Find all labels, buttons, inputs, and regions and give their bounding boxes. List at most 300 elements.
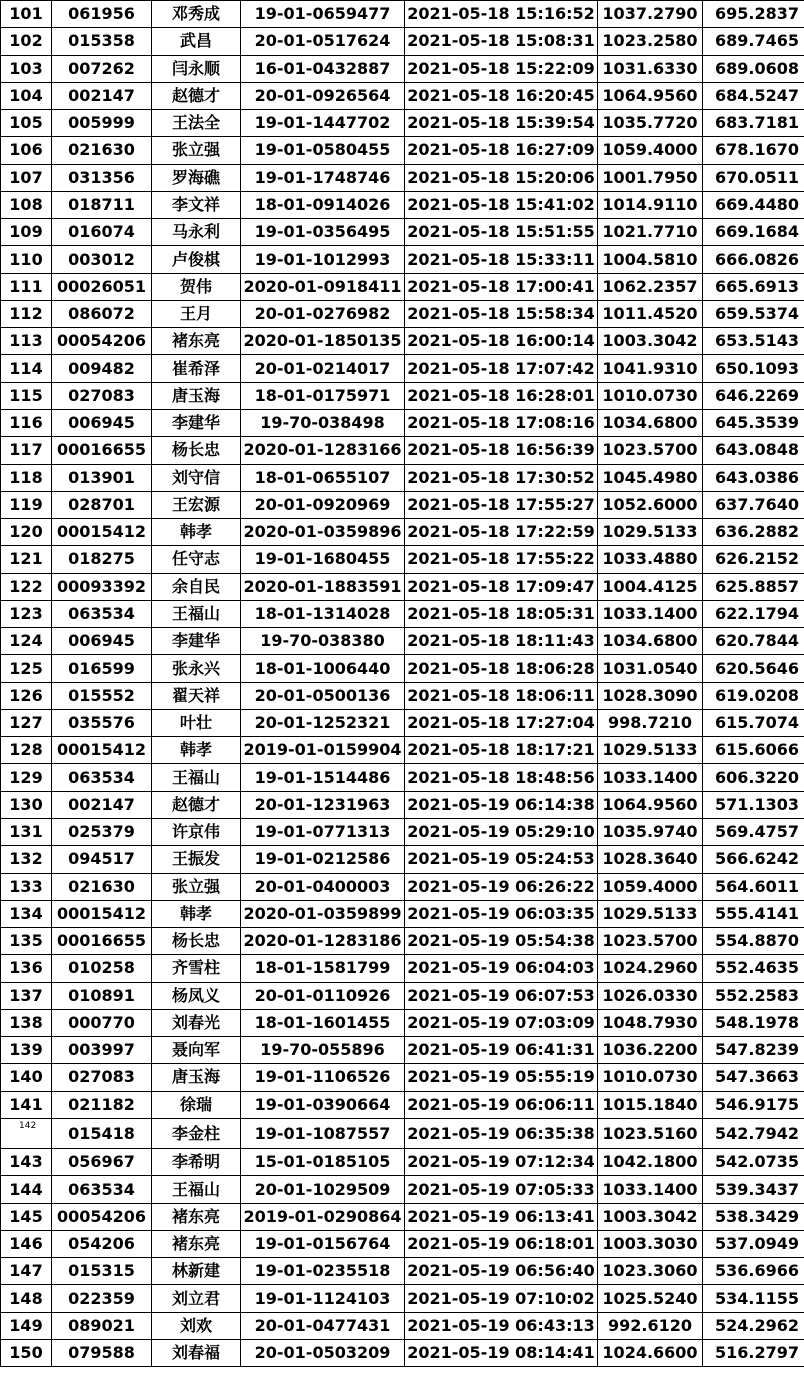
member-id-cell: 021630 xyxy=(52,137,152,164)
speed-cell: 554.8870 xyxy=(703,928,804,955)
rank-cell: 112 xyxy=(1,300,52,327)
member-id-cell: 007262 xyxy=(52,55,152,82)
arrival-time-cell: 2021-05-18 15:33:11 xyxy=(405,246,598,273)
rank-cell: 134 xyxy=(1,900,52,927)
member-id-cell: 010258 xyxy=(52,955,152,982)
rank-cell: 150 xyxy=(1,1340,52,1367)
speed-cell: 643.0386 xyxy=(703,464,804,491)
table-row xyxy=(1,546,804,573)
owner-name-cell: 李建华 xyxy=(152,628,241,655)
ring-number-cell: 2020-01-1883591 xyxy=(241,573,405,600)
owner-name-cell: 王振发 xyxy=(152,846,241,873)
arrival-time-cell: 2021-05-19 08:14:41 xyxy=(405,1340,598,1367)
member-id-cell: 002147 xyxy=(52,82,152,109)
arrival-time-cell: 2021-05-18 15:08:31 xyxy=(405,28,598,55)
table-row xyxy=(1,873,804,900)
results-table-body xyxy=(1,1,804,1367)
rank-cell: 142 xyxy=(1,1118,52,1148)
member-id-cell: 009482 xyxy=(52,355,152,382)
speed-cell: 669.1684 xyxy=(703,219,804,246)
owner-name-cell: 徐瑞 xyxy=(152,1091,241,1118)
table-row xyxy=(1,1091,804,1118)
rank-cell: 126 xyxy=(1,682,52,709)
table-row xyxy=(1,355,804,382)
table-row xyxy=(1,982,804,1009)
arrival-time-cell: 2021-05-19 05:24:53 xyxy=(405,846,598,873)
speed-cell: 569.4757 xyxy=(703,818,804,845)
speed-cell: 666.0826 xyxy=(703,246,804,273)
speed-cell: 566.6242 xyxy=(703,846,804,873)
table-row xyxy=(1,846,804,873)
distance-cell: 1011.4520 xyxy=(598,300,703,327)
rank-cell: 120 xyxy=(1,519,52,546)
rank-cell: 117 xyxy=(1,437,52,464)
ring-number-cell: 20-01-0500136 xyxy=(241,682,405,709)
owner-name-cell: 褚东亮 xyxy=(152,328,241,355)
distance-cell: 1028.3640 xyxy=(598,846,703,873)
member-id-cell: 025379 xyxy=(52,818,152,845)
member-id-cell: 00015412 xyxy=(52,900,152,927)
rank-cell: 105 xyxy=(1,110,52,137)
distance-cell: 1034.6800 xyxy=(598,628,703,655)
speed-cell: 643.0848 xyxy=(703,437,804,464)
speed-cell: 689.7465 xyxy=(703,28,804,55)
rank-cell: 130 xyxy=(1,791,52,818)
member-id-cell: 00054206 xyxy=(52,328,152,355)
owner-name-cell: 叶壮 xyxy=(152,709,241,736)
rank-cell: 147 xyxy=(1,1258,52,1285)
table-row xyxy=(1,1312,804,1339)
distance-cell: 1010.0730 xyxy=(598,1064,703,1091)
arrival-time-cell: 2021-05-19 05:55:19 xyxy=(405,1064,598,1091)
distance-cell: 1014.9110 xyxy=(598,191,703,218)
member-id-cell: 00015412 xyxy=(52,737,152,764)
arrival-time-cell: 2021-05-18 17:22:59 xyxy=(405,519,598,546)
table-row xyxy=(1,573,804,600)
owner-name-cell: 李文祥 xyxy=(152,191,241,218)
rank-cell: 116 xyxy=(1,409,52,436)
ring-number-cell: 19-01-0390664 xyxy=(241,1091,405,1118)
table-row xyxy=(1,1203,804,1230)
ring-number-cell: 19-01-1106526 xyxy=(241,1064,405,1091)
arrival-time-cell: 2021-05-18 18:06:11 xyxy=(405,682,598,709)
owner-name-cell: 杨凤义 xyxy=(152,982,241,1009)
speed-cell: 622.1794 xyxy=(703,600,804,627)
table-row xyxy=(1,1037,804,1064)
arrival-time-cell: 2021-05-18 18:48:56 xyxy=(405,764,598,791)
ring-number-cell: 20-01-0920969 xyxy=(241,491,405,518)
ring-number-cell: 20-01-1252321 xyxy=(241,709,405,736)
speed-cell: 695.2837 xyxy=(703,1,804,28)
owner-name-cell: 余自民 xyxy=(152,573,241,600)
table-row xyxy=(1,1118,804,1148)
arrival-time-cell: 2021-05-19 06:14:38 xyxy=(405,791,598,818)
arrival-time-cell: 2021-05-19 06:06:11 xyxy=(405,1091,598,1118)
distance-cell: 1035.9740 xyxy=(598,818,703,845)
distance-cell: 1052.6000 xyxy=(598,491,703,518)
rank-cell: 137 xyxy=(1,982,52,1009)
distance-cell: 1026.0330 xyxy=(598,982,703,1009)
distance-cell: 998.7210 xyxy=(598,709,703,736)
distance-cell: 1029.5133 xyxy=(598,519,703,546)
member-id-cell: 094517 xyxy=(52,846,152,873)
distance-cell: 1029.5133 xyxy=(598,737,703,764)
arrival-time-cell: 2021-05-19 06:03:35 xyxy=(405,900,598,927)
speed-cell: 548.1978 xyxy=(703,1009,804,1036)
distance-cell: 1031.0540 xyxy=(598,655,703,682)
rank-cell: 103 xyxy=(1,55,52,82)
rank-cell: 143 xyxy=(1,1149,52,1176)
arrival-time-cell: 2021-05-19 06:35:38 xyxy=(405,1118,598,1148)
ring-number-cell: 20-01-0400003 xyxy=(241,873,405,900)
table-row xyxy=(1,437,804,464)
speed-cell: 684.5247 xyxy=(703,82,804,109)
ring-number-cell: 20-01-0477431 xyxy=(241,1312,405,1339)
arrival-time-cell: 2021-05-18 18:05:31 xyxy=(405,600,598,627)
distance-cell: 1041.9310 xyxy=(598,355,703,382)
owner-name-cell: 李希明 xyxy=(152,1149,241,1176)
ring-number-cell: 18-01-0175971 xyxy=(241,382,405,409)
table-row xyxy=(1,900,804,927)
owner-name-cell: 张永兴 xyxy=(152,655,241,682)
member-id-cell: 015315 xyxy=(52,1258,152,1285)
member-id-cell: 061956 xyxy=(52,1,152,28)
arrival-time-cell: 2021-05-19 05:54:38 xyxy=(405,928,598,955)
arrival-time-cell: 2021-05-18 15:22:09 xyxy=(405,55,598,82)
arrival-time-cell: 2021-05-19 06:56:40 xyxy=(405,1258,598,1285)
speed-cell: 534.1155 xyxy=(703,1285,804,1312)
distance-cell: 1062.2357 xyxy=(598,273,703,300)
speed-cell: 615.7074 xyxy=(703,709,804,736)
speed-cell: 665.6913 xyxy=(703,273,804,300)
speed-cell: 537.0949 xyxy=(703,1230,804,1257)
ring-number-cell: 20-01-0214017 xyxy=(241,355,405,382)
table-row xyxy=(1,1149,804,1176)
table-row xyxy=(1,219,804,246)
table-row xyxy=(1,246,804,273)
table-row xyxy=(1,737,804,764)
rank-cell: 131 xyxy=(1,818,52,845)
member-id-cell: 006945 xyxy=(52,628,152,655)
ring-number-cell: 18-01-1581799 xyxy=(241,955,405,982)
member-id-cell: 005999 xyxy=(52,110,152,137)
speed-cell: 552.4635 xyxy=(703,955,804,982)
rank-cell: 140 xyxy=(1,1064,52,1091)
distance-cell: 1023.3060 xyxy=(598,1258,703,1285)
distance-cell: 1021.7710 xyxy=(598,219,703,246)
speed-cell: 539.3437 xyxy=(703,1176,804,1203)
arrival-time-cell: 2021-05-19 06:07:53 xyxy=(405,982,598,1009)
member-id-cell: 027083 xyxy=(52,1064,152,1091)
speed-cell: 619.0208 xyxy=(703,682,804,709)
owner-name-cell: 王月 xyxy=(152,300,241,327)
owner-name-cell: 马永利 xyxy=(152,219,241,246)
rank-cell: 110 xyxy=(1,246,52,273)
table-row xyxy=(1,382,804,409)
table-row xyxy=(1,818,804,845)
rank-cell: 141 xyxy=(1,1091,52,1118)
table-row xyxy=(1,1064,804,1091)
distance-cell: 1025.5240 xyxy=(598,1285,703,1312)
arrival-time-cell: 2021-05-18 15:41:02 xyxy=(405,191,598,218)
arrival-time-cell: 2021-05-18 18:11:43 xyxy=(405,628,598,655)
member-id-cell: 018711 xyxy=(52,191,152,218)
owner-name-cell: 杨长忠 xyxy=(152,928,241,955)
rank-cell: 118 xyxy=(1,464,52,491)
distance-cell: 1035.7720 xyxy=(598,110,703,137)
table-row xyxy=(1,928,804,955)
rank-cell: 101 xyxy=(1,1,52,28)
distance-cell: 1024.2960 xyxy=(598,955,703,982)
speed-cell: 620.5646 xyxy=(703,655,804,682)
ring-number-cell: 19-01-1748746 xyxy=(241,164,405,191)
member-id-cell: 079588 xyxy=(52,1340,152,1367)
distance-cell: 1033.1400 xyxy=(598,764,703,791)
owner-name-cell: 刘欢 xyxy=(152,1312,241,1339)
ring-number-cell: 19-01-0156764 xyxy=(241,1230,405,1257)
rank-cell: 102 xyxy=(1,28,52,55)
rank-cell: 135 xyxy=(1,928,52,955)
speed-cell: 625.8857 xyxy=(703,573,804,600)
table-row xyxy=(1,273,804,300)
arrival-time-cell: 2021-05-18 18:17:21 xyxy=(405,737,598,764)
member-id-cell: 016074 xyxy=(52,219,152,246)
arrival-time-cell: 2021-05-18 18:06:28 xyxy=(405,655,598,682)
arrival-time-cell: 2021-05-18 15:20:06 xyxy=(405,164,598,191)
member-id-cell: 00093392 xyxy=(52,573,152,600)
rank-cell: 106 xyxy=(1,137,52,164)
speed-cell: 678.1670 xyxy=(703,137,804,164)
rank-cell: 123 xyxy=(1,600,52,627)
ring-number-cell: 20-01-1231963 xyxy=(241,791,405,818)
rank-cell: 111 xyxy=(1,273,52,300)
ring-number-cell: 15-01-0185105 xyxy=(241,1149,405,1176)
member-id-cell: 006945 xyxy=(52,409,152,436)
distance-cell: 1064.9560 xyxy=(598,82,703,109)
table-row xyxy=(1,955,804,982)
member-id-cell: 056967 xyxy=(52,1149,152,1176)
ring-number-cell: 2020-01-0918411 xyxy=(241,273,405,300)
distance-cell: 1003.3030 xyxy=(598,1230,703,1257)
member-id-cell: 054206 xyxy=(52,1230,152,1257)
arrival-time-cell: 2021-05-19 07:12:34 xyxy=(405,1149,598,1176)
rank-cell: 104 xyxy=(1,82,52,109)
owner-name-cell: 贺伟 xyxy=(152,273,241,300)
arrival-time-cell: 2021-05-19 06:13:41 xyxy=(405,1203,598,1230)
ring-number-cell: 19-01-1514486 xyxy=(241,764,405,791)
table-row xyxy=(1,137,804,164)
owner-name-cell: 罗海礁 xyxy=(152,164,241,191)
rank-cell: 113 xyxy=(1,328,52,355)
arrival-time-cell: 2021-05-19 06:43:13 xyxy=(405,1312,598,1339)
member-id-cell: 035576 xyxy=(52,709,152,736)
distance-cell: 1023.5700 xyxy=(598,437,703,464)
ring-number-cell: 18-01-0914026 xyxy=(241,191,405,218)
ring-number-cell: 18-01-1601455 xyxy=(241,1009,405,1036)
distance-cell: 1028.3090 xyxy=(598,682,703,709)
arrival-time-cell: 2021-05-18 15:58:34 xyxy=(405,300,598,327)
ring-number-cell: 2019-01-0290864 xyxy=(241,1203,405,1230)
arrival-time-cell: 2021-05-18 17:00:41 xyxy=(405,273,598,300)
distance-cell: 1023.5160 xyxy=(598,1118,703,1148)
table-row xyxy=(1,1,804,28)
member-id-cell: 00026051 xyxy=(52,273,152,300)
rank-cell: 124 xyxy=(1,628,52,655)
distance-cell: 1048.7930 xyxy=(598,1009,703,1036)
member-id-cell: 022359 xyxy=(52,1285,152,1312)
member-id-cell: 00054206 xyxy=(52,1203,152,1230)
speed-cell: 552.2583 xyxy=(703,982,804,1009)
owner-name-cell: 林新建 xyxy=(152,1258,241,1285)
table-row xyxy=(1,628,804,655)
table-row xyxy=(1,464,804,491)
table-row xyxy=(1,791,804,818)
arrival-time-cell: 2021-05-19 06:26:22 xyxy=(405,873,598,900)
arrival-time-cell: 2021-05-18 17:09:47 xyxy=(405,573,598,600)
distance-cell: 1001.7950 xyxy=(598,164,703,191)
table-row xyxy=(1,300,804,327)
speed-cell: 669.4480 xyxy=(703,191,804,218)
member-id-cell: 021630 xyxy=(52,873,152,900)
rank-cell: 146 xyxy=(1,1230,52,1257)
owner-name-cell: 许京伟 xyxy=(152,818,241,845)
arrival-time-cell: 2021-05-18 16:00:14 xyxy=(405,328,598,355)
rank-cell: 138 xyxy=(1,1009,52,1036)
ring-number-cell: 2020-01-1283166 xyxy=(241,437,405,464)
ring-number-cell: 19-01-0659477 xyxy=(241,1,405,28)
member-id-cell: 086072 xyxy=(52,300,152,327)
member-id-cell: 00015412 xyxy=(52,519,152,546)
member-id-cell: 003997 xyxy=(52,1037,152,1064)
distance-cell: 1023.5700 xyxy=(598,928,703,955)
arrival-time-cell: 2021-05-19 06:04:03 xyxy=(405,955,598,982)
rank-cell: 129 xyxy=(1,764,52,791)
distance-cell: 1024.6600 xyxy=(598,1340,703,1367)
owner-name-cell: 刘春福 xyxy=(152,1340,241,1367)
arrival-time-cell: 2021-05-18 16:27:09 xyxy=(405,137,598,164)
owner-name-cell: 韩孝 xyxy=(152,900,241,927)
member-id-cell: 027083 xyxy=(52,382,152,409)
table-row xyxy=(1,1285,804,1312)
member-id-cell: 013901 xyxy=(52,464,152,491)
rank-cell: 133 xyxy=(1,873,52,900)
table-row xyxy=(1,55,804,82)
member-id-cell: 031356 xyxy=(52,164,152,191)
rank-cell: 144 xyxy=(1,1176,52,1203)
owner-name-cell: 李建华 xyxy=(152,409,241,436)
distance-cell: 1033.1400 xyxy=(598,600,703,627)
distance-cell: 1037.2790 xyxy=(598,1,703,28)
owner-name-cell: 崔希泽 xyxy=(152,355,241,382)
owner-name-cell: 聂向军 xyxy=(152,1037,241,1064)
speed-cell: 555.4141 xyxy=(703,900,804,927)
ring-number-cell: 2019-01-0159904 xyxy=(241,737,405,764)
ring-number-cell: 19-01-1680455 xyxy=(241,546,405,573)
rank-cell: 149 xyxy=(1,1312,52,1339)
owner-name-cell: 闫永顺 xyxy=(152,55,241,82)
ring-number-cell: 20-01-0926564 xyxy=(241,82,405,109)
table-row xyxy=(1,519,804,546)
rank-cell: 115 xyxy=(1,382,52,409)
rank-cell: 121 xyxy=(1,546,52,573)
ring-number-cell: 19-01-0580455 xyxy=(241,137,405,164)
speed-cell: 620.7844 xyxy=(703,628,804,655)
owner-name-cell: 卢俊棋 xyxy=(152,246,241,273)
member-id-cell: 015418 xyxy=(52,1118,152,1148)
member-id-cell: 003012 xyxy=(52,246,152,273)
rank-cell: 109 xyxy=(1,219,52,246)
arrival-time-cell: 2021-05-18 16:28:01 xyxy=(405,382,598,409)
table-row xyxy=(1,1340,804,1367)
distance-cell: 1064.9560 xyxy=(598,791,703,818)
table-row xyxy=(1,28,804,55)
speed-cell: 536.6966 xyxy=(703,1258,804,1285)
rank-cell: 128 xyxy=(1,737,52,764)
rank-cell: 132 xyxy=(1,846,52,873)
distance-cell: 1034.6800 xyxy=(598,409,703,436)
arrival-time-cell: 2021-05-18 17:55:22 xyxy=(405,546,598,573)
ring-number-cell: 20-01-0276982 xyxy=(241,300,405,327)
table-row xyxy=(1,328,804,355)
owner-name-cell: 赵德才 xyxy=(152,82,241,109)
distance-cell: 1003.3042 xyxy=(598,1203,703,1230)
speed-cell: 659.5374 xyxy=(703,300,804,327)
arrival-time-cell: 2021-05-19 07:03:09 xyxy=(405,1009,598,1036)
distance-cell: 1042.1800 xyxy=(598,1149,703,1176)
speed-cell: 683.7181 xyxy=(703,110,804,137)
arrival-time-cell: 2021-05-18 16:20:45 xyxy=(405,82,598,109)
table-row xyxy=(1,709,804,736)
owner-name-cell: 刘守信 xyxy=(152,464,241,491)
distance-cell: 1004.5810 xyxy=(598,246,703,273)
speed-cell: 637.7640 xyxy=(703,491,804,518)
arrival-time-cell: 2021-05-18 17:30:52 xyxy=(405,464,598,491)
rank-cell: 122 xyxy=(1,573,52,600)
speed-cell: 542.0735 xyxy=(703,1149,804,1176)
rank-cell: 145 xyxy=(1,1203,52,1230)
distance-cell: 1023.2580 xyxy=(598,28,703,55)
ring-number-cell: 18-01-1006440 xyxy=(241,655,405,682)
ring-number-cell: 20-01-0503209 xyxy=(241,1340,405,1367)
ring-number-cell: 16-01-0432887 xyxy=(241,55,405,82)
owner-name-cell: 刘春光 xyxy=(152,1009,241,1036)
member-id-cell: 015358 xyxy=(52,28,152,55)
owner-name-cell: 翟天祥 xyxy=(152,682,241,709)
distance-cell: 1029.5133 xyxy=(598,900,703,927)
ring-number-cell: 2020-01-1850135 xyxy=(241,328,405,355)
rank-cell: 136 xyxy=(1,955,52,982)
arrival-time-cell: 2021-05-19 07:05:33 xyxy=(405,1176,598,1203)
owner-name-cell: 武昌 xyxy=(152,28,241,55)
distance-cell: 1031.6330 xyxy=(598,55,703,82)
ring-number-cell: 19-70-038380 xyxy=(241,628,405,655)
owner-name-cell: 褚东亮 xyxy=(152,1230,241,1257)
rank-cell: 125 xyxy=(1,655,52,682)
owner-name-cell: 褚东亮 xyxy=(152,1203,241,1230)
ring-number-cell: 20-01-1029509 xyxy=(241,1176,405,1203)
ring-number-cell: 2020-01-0359899 xyxy=(241,900,405,927)
table-row xyxy=(1,1009,804,1036)
ring-number-cell: 19-01-0356495 xyxy=(241,219,405,246)
table-row xyxy=(1,164,804,191)
table-row xyxy=(1,600,804,627)
owner-name-cell: 赵德才 xyxy=(152,791,241,818)
member-id-cell: 000770 xyxy=(52,1009,152,1036)
table-row xyxy=(1,1258,804,1285)
distance-cell: 1015.1840 xyxy=(598,1091,703,1118)
member-id-cell: 028701 xyxy=(52,491,152,518)
ring-number-cell: 18-01-1314028 xyxy=(241,600,405,627)
